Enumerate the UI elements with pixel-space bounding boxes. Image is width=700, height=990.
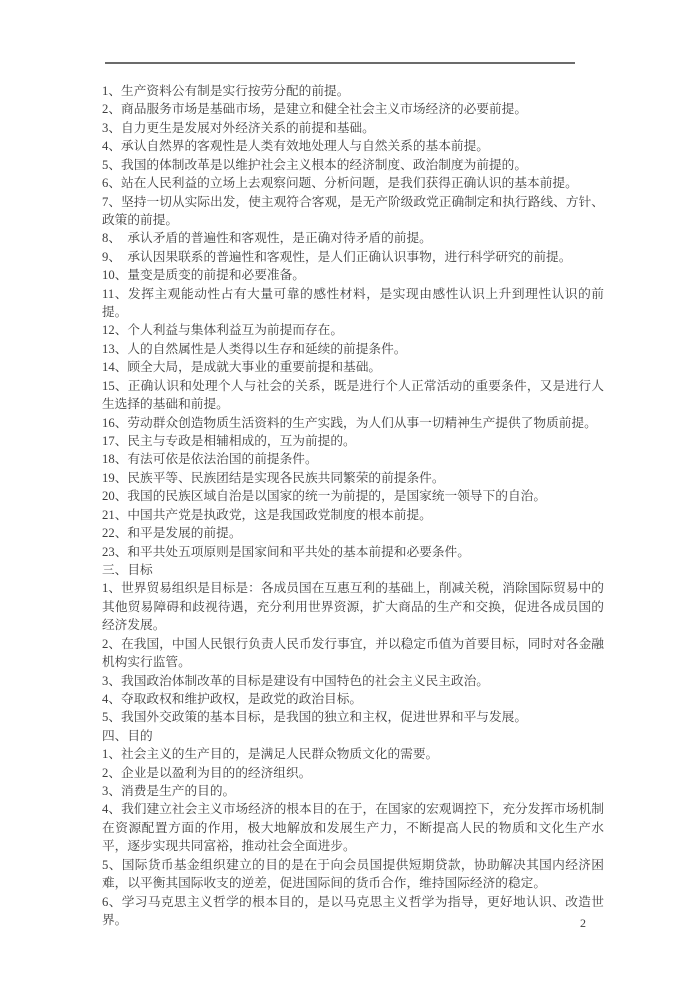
list-item: 11、发挥主观能动性占有大量可靠的感性材料，是实现由感性认识上升到理性认识的前提。 [102, 286, 604, 320]
list-item: 9、 承认因果联系的普遍性和客观性，是人们正确认识事物，进行科学研究的前提。 [102, 249, 572, 264]
list-item: 12、个人利益与集体利益互为前提而存在。 [102, 323, 344, 338]
section-heading: 三、目标 [102, 562, 153, 577]
list-item: 1、社会主义的生产目的，是满足人民群众物质文化的需要。 [102, 747, 439, 762]
list-item: 5、我国的体制改革是以维护社会主义根本的经济制度、政治制度为前提的。 [102, 157, 528, 172]
list-item: 5、国际货币基金组织建立的目的是在于向会员国提供短期贷款，协助解决其国内经济困难，以平衡其国际收支的逆差，促进国际间的货币合作，维持国际经济的稳定。 [102, 857, 604, 891]
list-item: 2、商品服务市场是基础市场，是建立和健全社会主义市场经济的必要前提。 [102, 102, 528, 117]
page-number: 2 [580, 916, 586, 930]
list-item: 4、夺取政权和维护政权，是政党的政治目标。 [102, 691, 363, 706]
list-item: 5、我国外交政策的基本目标，是我国的独立和主权，促进世界和平与发展。 [102, 710, 528, 725]
list-item: 16、劳动群众创造物质生活资料的生产实践，为人们从事一切精神生产提供了物质前提。 [102, 415, 597, 430]
list-item: 4、承认自然界的客观性是人类有效地处理人与自然关系的基本前提。 [102, 139, 489, 154]
list-item: 22、和平是发展的前提。 [102, 526, 242, 541]
list-item: 17、民主与专政是相辅相成的，互为前提的。 [102, 434, 356, 449]
list-item: 23、和平共处五项原则是国家间和平共处的基本前提和必要条件。 [102, 544, 470, 559]
list-item: 7、坚持一切从实际出发，使主观符合客观，是无产阶级政党正确制定和执行路线、方针、政策的前提。 [102, 194, 604, 227]
list-item: 1、世界贸易组织是目标是：各成员国在互惠互利的基础上，削减关税，消除国际贸易中的其他贸易障碍和歧视待遇，充分利用世界资源，扩大商品的生产和交换，促进各成员国的经济发展。 [102, 581, 604, 633]
list-item: 4、我们建立社会主义市场经济的根本目的在于，在国家的宏观调控下，充分发挥市场机制在资源配置方面的作用，极大地解放和发展生产力，不断提高人民的物质和文化生产水平，逐步实现共同富裕，推动社会全面进步。 [102, 802, 604, 854]
list-item: 21、中国共产党是执政党，这是我国政党制度的根本前提。 [102, 507, 432, 522]
list-item: 8、 承认矛盾的普遍性和客观性，是正确对待矛盾的前提。 [102, 231, 432, 246]
list-item: 20、我国的民族区域自治是以国家的统一为前提的，是国家统一领导下的自治。 [102, 489, 547, 504]
list-item: 18、有法可依是依法治国的前提条件。 [102, 452, 318, 467]
list-item: 3、自力更生是发展对外经济关系的前提和基础。 [102, 120, 375, 135]
list-item: 14、顾全大局，是成就大事业的重要前提和基础。 [102, 360, 382, 375]
list-item: 1、生产资料公有制是实行按劳分配的前提。 [102, 84, 350, 98]
list-item: 15、正确认识和处理个人与社会的关系，既是进行个人正常活动的重要条件，又是进行人生选择的基础和前提。 [102, 378, 604, 412]
list-item: 3、我国政治体制改革的目标是建设有中国特色的社会主义民主政治。 [102, 673, 489, 688]
list-item: 6、站在人民利益的立场上去观察问题、分析问题，是我们获得正确认识的基本前提。 [102, 176, 578, 191]
list-item: 2、在我国，中国人民银行负责人民币发行事宜，并以稳定币值为首要目标，同时对各金融机构实行监管。 [102, 636, 604, 670]
list-item: 2、企业是以盈利为目的的经济组织。 [102, 765, 312, 780]
header-rule [105, 62, 575, 64]
list-item: 19、民族平等、民族团结是实现各民族共同繁荣的前提条件。 [102, 470, 445, 485]
list-item: 6、学习马克思主义哲学的根本目的，是以马克思主义哲学为指导，更好地认识、改造世界。 [102, 894, 604, 927]
section-heading: 四、目的 [102, 728, 153, 743]
list-item: 3、消费是生产的目的。 [102, 784, 236, 799]
list-item: 10、量变是质变的前提和必要准备。 [102, 268, 305, 283]
list-item: 13、人的自然属性是人类得以生存和延续的前提条件。 [102, 341, 407, 356]
document-body [102, 82, 604, 929]
